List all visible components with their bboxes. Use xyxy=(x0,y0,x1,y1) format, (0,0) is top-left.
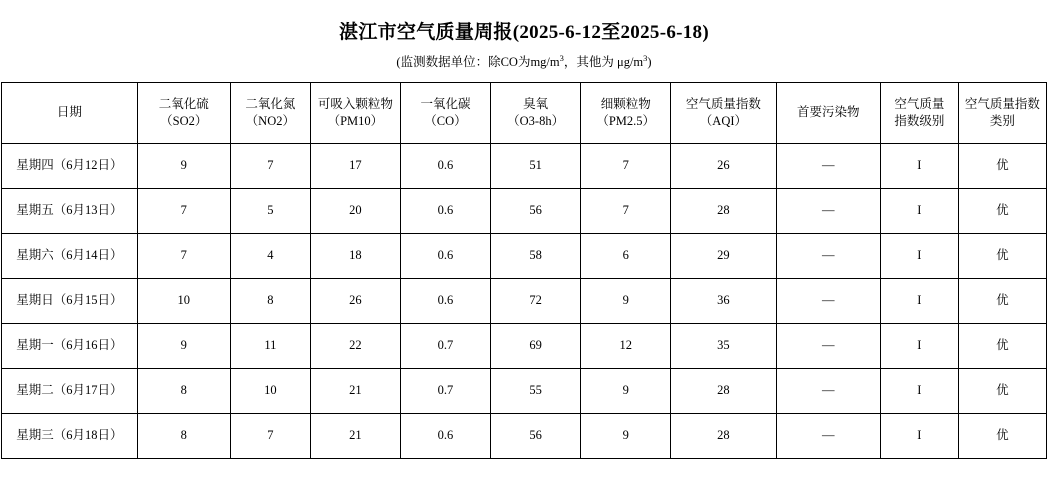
table-row xyxy=(2,413,1047,458)
column-header-aqi xyxy=(671,82,776,143)
cell-date: 星期一（6月16日） xyxy=(2,323,138,368)
table-row xyxy=(2,233,1047,278)
column-header-no2 xyxy=(230,82,310,143)
column-header-aqi-level-line-1: 空气质量 xyxy=(894,96,945,111)
cell-pm25: 9 xyxy=(581,368,671,413)
cell-o3: 51 xyxy=(491,143,581,188)
cell-pm10: 26 xyxy=(310,278,400,323)
cell-o3: 69 xyxy=(491,323,581,368)
unit-note-sup-2: 3 xyxy=(643,52,648,63)
column-header-primary-pollutant xyxy=(776,82,880,143)
cell-no2: 10 xyxy=(230,368,310,413)
column-header-no2-line-2: （NO2） xyxy=(245,113,295,128)
table-header xyxy=(2,82,1047,143)
cell-so2: 7 xyxy=(137,188,230,233)
cell-primary-pollutant: — xyxy=(776,278,880,323)
table-row xyxy=(2,188,1047,233)
column-header-pm10-line-2: （PM10） xyxy=(327,113,384,128)
unit-note-pre: (监测数据单位：除CO为mg/m xyxy=(396,54,560,69)
cell-aqi: 28 xyxy=(671,368,776,413)
cell-date: 星期五（6月13日） xyxy=(2,188,138,233)
cell-aqi: 36 xyxy=(671,278,776,323)
cell-pm10: 21 xyxy=(310,413,400,458)
unit-note-mid: ，其他为 μg/m xyxy=(563,54,644,69)
cell-pm25: 6 xyxy=(581,233,671,278)
column-header-aqi-category xyxy=(958,82,1046,143)
column-header-pm25-line-2: （PM2.5） xyxy=(596,113,656,128)
air-quality-table xyxy=(1,82,1047,459)
column-header-co xyxy=(400,82,490,143)
cell-o3: 72 xyxy=(491,278,581,323)
table-row xyxy=(2,368,1047,413)
column-header-aqi-level xyxy=(880,82,958,143)
cell-aqi-category: 优 xyxy=(958,323,1046,368)
column-header-aqi-line-1: 空气质量指数 xyxy=(685,96,761,111)
cell-pm25: 9 xyxy=(581,278,671,323)
cell-aqi-level: I xyxy=(880,188,958,233)
cell-o3: 56 xyxy=(491,413,581,458)
cell-co: 0.6 xyxy=(400,413,490,458)
column-header-date xyxy=(2,82,138,143)
cell-so2: 9 xyxy=(137,143,230,188)
cell-no2: 8 xyxy=(230,278,310,323)
table-row xyxy=(2,323,1047,368)
cell-date: 星期六（6月14日） xyxy=(2,233,138,278)
unit-note-post: ) xyxy=(647,54,652,69)
column-header-pm10-line-1: 可吸入颗粒物 xyxy=(317,96,393,111)
cell-no2: 4 xyxy=(230,233,310,278)
cell-co: 0.7 xyxy=(400,323,490,368)
column-header-primary-pollutant-line-1: 首要污染物 xyxy=(796,105,860,120)
cell-pm25: 7 xyxy=(581,143,671,188)
cell-no2: 11 xyxy=(230,323,310,368)
cell-aqi-level: I xyxy=(880,368,958,413)
title-block xyxy=(0,0,1048,70)
cell-o3: 58 xyxy=(491,233,581,278)
column-header-date-line-1: 日期 xyxy=(56,105,82,120)
cell-aqi: 35 xyxy=(671,323,776,368)
cell-aqi: 26 xyxy=(671,143,776,188)
unit-note xyxy=(0,52,1048,70)
cell-aqi-level: I xyxy=(880,323,958,368)
cell-aqi-level: I xyxy=(880,143,958,188)
cell-pm10: 21 xyxy=(310,368,400,413)
cell-so2: 10 xyxy=(137,278,230,323)
cell-no2: 7 xyxy=(230,143,310,188)
column-header-co-line-2: （CO） xyxy=(424,113,467,128)
cell-co: 0.6 xyxy=(400,278,490,323)
cell-aqi-category: 优 xyxy=(958,143,1046,188)
cell-co: 0.6 xyxy=(400,143,490,188)
cell-aqi-category: 优 xyxy=(958,233,1046,278)
cell-so2: 8 xyxy=(137,368,230,413)
cell-o3: 56 xyxy=(491,188,581,233)
cell-no2: 5 xyxy=(230,188,310,233)
column-header-so2-line-2: （SO2） xyxy=(160,113,208,128)
column-header-so2-line-1: 二氧化硫 xyxy=(158,96,209,111)
table-row xyxy=(2,143,1047,188)
column-header-aqi-line-2: （AQI） xyxy=(699,113,748,128)
cell-aqi-category: 优 xyxy=(958,278,1046,323)
cell-co: 0.7 xyxy=(400,368,490,413)
cell-primary-pollutant: — xyxy=(776,233,880,278)
column-header-pm25-line-1: 细颗粒物 xyxy=(600,96,651,111)
cell-primary-pollutant: — xyxy=(776,413,880,458)
cell-primary-pollutant: — xyxy=(776,188,880,233)
cell-pm25: 7 xyxy=(581,188,671,233)
cell-aqi-level: I xyxy=(880,233,958,278)
column-header-co-line-1: 一氧化碳 xyxy=(420,96,471,111)
cell-pm10: 18 xyxy=(310,233,400,278)
column-header-o3-line-1: 臭氧 xyxy=(523,96,549,111)
column-header-so2 xyxy=(137,82,230,143)
cell-o3: 55 xyxy=(491,368,581,413)
column-header-o3 xyxy=(491,82,581,143)
cell-primary-pollutant: — xyxy=(776,368,880,413)
cell-pm25: 9 xyxy=(581,413,671,458)
cell-pm10: 22 xyxy=(310,323,400,368)
cell-aqi-category: 优 xyxy=(958,368,1046,413)
column-header-aqi-category-line-1: 空气质量指数 xyxy=(964,96,1040,111)
cell-aqi-category: 优 xyxy=(958,188,1046,233)
cell-aqi: 28 xyxy=(671,188,776,233)
cell-date: 星期二（6月17日） xyxy=(2,368,138,413)
cell-primary-pollutant: — xyxy=(776,143,880,188)
cell-date: 星期日（6月15日） xyxy=(2,278,138,323)
cell-co: 0.6 xyxy=(400,233,490,278)
cell-pm25: 12 xyxy=(581,323,671,368)
column-header-aqi-category-line-2: 类别 xyxy=(989,113,1015,128)
cell-so2: 7 xyxy=(137,233,230,278)
table-header-row xyxy=(2,82,1047,143)
column-header-pm10 xyxy=(310,82,400,143)
cell-date: 星期四（6月12日） xyxy=(2,143,138,188)
cell-aqi: 28 xyxy=(671,413,776,458)
cell-date: 星期三（6月18日） xyxy=(2,413,138,458)
cell-co: 0.6 xyxy=(400,188,490,233)
table-row xyxy=(2,278,1047,323)
cell-aqi: 29 xyxy=(671,233,776,278)
unit-note-sup-1: 3 xyxy=(559,52,564,63)
cell-so2: 9 xyxy=(137,323,230,368)
page-title: 湛江市空气质量周报(2025-6-12至2025-6-18) xyxy=(339,22,709,43)
column-header-pm25 xyxy=(581,82,671,143)
column-header-no2-line-1: 二氧化氮 xyxy=(245,96,296,111)
cell-no2: 7 xyxy=(230,413,310,458)
cell-aqi-category: 优 xyxy=(958,413,1046,458)
cell-pm10: 17 xyxy=(310,143,400,188)
column-header-o3-line-2: （O3-8h） xyxy=(507,113,565,128)
cell-primary-pollutant: — xyxy=(776,323,880,368)
cell-so2: 8 xyxy=(137,413,230,458)
table-body xyxy=(2,143,1047,458)
cell-pm10: 20 xyxy=(310,188,400,233)
column-header-aqi-level-line-2: 指数级别 xyxy=(894,113,945,128)
cell-aqi-level: I xyxy=(880,278,958,323)
cell-aqi-level: I xyxy=(880,413,958,458)
